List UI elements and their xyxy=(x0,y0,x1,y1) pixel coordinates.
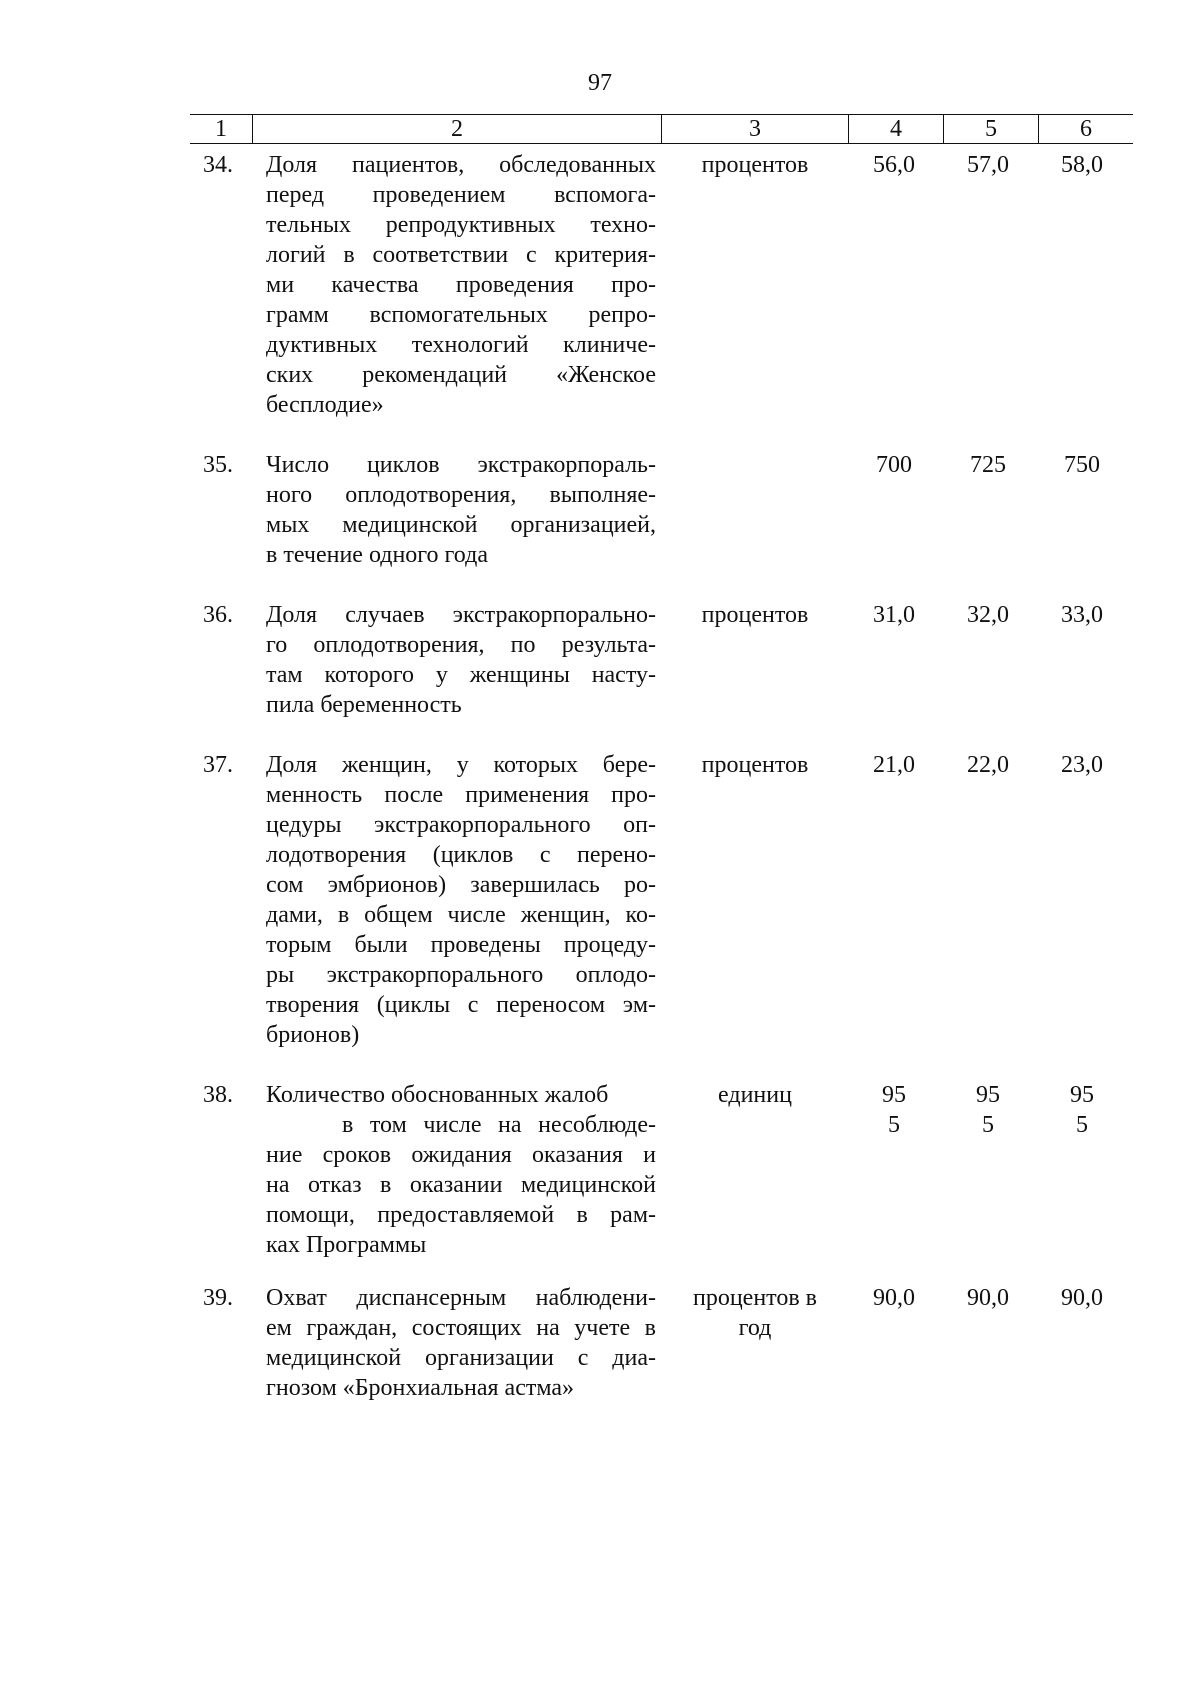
row-value-4: 31,0 xyxy=(873,602,915,628)
page-number: 97 xyxy=(588,70,612,96)
header-col-5: 5 xyxy=(944,115,1039,144)
description-line: ских рекомендаций «Женское xyxy=(266,362,656,388)
row-description xyxy=(266,450,656,570)
description-line: логий в соответствии с критерия- xyxy=(266,242,656,268)
description-line: Охват диспансерным наблюдени- xyxy=(266,1285,656,1311)
description-line: на отказ в оказании медицинской xyxy=(266,1172,656,1198)
header-col-2: 2 xyxy=(253,115,662,144)
row-unit: процентов xyxy=(701,152,809,178)
row-value-5: 57,0 xyxy=(967,152,1009,178)
description-line: лодотворения (циклов с перено- xyxy=(266,842,656,868)
row-number: 38. xyxy=(203,1082,233,1108)
description-line: Доля пациентов, обследованных xyxy=(266,152,656,178)
row-value-4: 90,0 xyxy=(873,1285,915,1311)
description-line: ры экстракорпорального оплодо- xyxy=(266,962,656,988)
header-col-1: 1 xyxy=(190,115,253,144)
row-value-4: 95 5 xyxy=(882,1082,906,1138)
row-value-6: 95 5 xyxy=(1070,1082,1094,1138)
row-description xyxy=(266,1080,656,1260)
row-number: 36. xyxy=(203,602,233,628)
description-line: Число циклов экстракорпораль- xyxy=(266,452,656,478)
description-line: помощи, предоставляемой в рам- xyxy=(266,1202,656,1228)
description-line: перед проведением вспомога- xyxy=(266,182,656,208)
row-number: 37. xyxy=(203,752,233,778)
description-line: дами, в общем числе женщин, ко- xyxy=(266,902,656,928)
description-line: пила беременность xyxy=(266,692,462,718)
header-col-3: 3 xyxy=(662,115,849,144)
row-description xyxy=(266,750,656,1050)
row-description xyxy=(266,1283,656,1403)
row-value-4: 700 xyxy=(876,452,912,478)
row-value-5: 725 xyxy=(970,452,1006,478)
row-value-5: 32,0 xyxy=(967,602,1009,628)
description-line: Доля случаев экстракорпорально- xyxy=(266,602,656,628)
description-line: в том числе на несоблюде- xyxy=(342,1112,656,1138)
row-value-6: 90,0 xyxy=(1061,1285,1103,1311)
row-value-4: 21,0 xyxy=(873,752,915,778)
row-number: 35. xyxy=(203,452,233,478)
table-header xyxy=(190,114,1133,144)
description-line: торым были проведены процеду- xyxy=(266,932,656,958)
description-line: творения (циклы с переносом эм- xyxy=(266,992,656,1018)
row-unit: процентов xyxy=(701,752,809,778)
description-line: менность после применения про- xyxy=(266,782,656,808)
row-value-5: 22,0 xyxy=(967,752,1009,778)
row-value-4: 56,0 xyxy=(873,152,915,178)
description-line: сом эмбрионов) завершилась ро- xyxy=(266,872,656,898)
row-unit: процентов в год xyxy=(692,1285,818,1341)
description-line: брионов) xyxy=(266,1022,360,1048)
description-line: грамм вспомогательных репро- xyxy=(266,302,656,328)
description-line: цедуры экстракорпорального оп- xyxy=(266,812,656,838)
row-number: 34. xyxy=(203,152,233,178)
description-line: Количество обоснованных жалоб xyxy=(266,1082,609,1108)
row-value-6: 23,0 xyxy=(1061,752,1103,778)
description-line: тельных репродуктивных техно- xyxy=(266,212,656,238)
row-number: 39. xyxy=(203,1285,233,1311)
description-line: ках Программы xyxy=(266,1232,427,1258)
row-value-5: 90,0 xyxy=(967,1285,1009,1311)
description-line: гнозом «Бронхиальная астма» xyxy=(266,1375,575,1401)
description-line: ного оплодотворения, выполняе- xyxy=(266,482,656,508)
row-value-6: 58,0 xyxy=(1061,152,1103,178)
row-value-5: 95 5 xyxy=(976,1082,1000,1138)
description-line: Доля женщин, у которых бере- xyxy=(266,752,656,778)
description-line: дуктивных технологий клиниче- xyxy=(266,332,656,358)
row-value-6: 750 xyxy=(1064,452,1100,478)
description-line: там которого у женщины насту- xyxy=(266,662,656,688)
description-line: ние сроков ожидания оказания и xyxy=(266,1142,656,1168)
header-col-4: 4 xyxy=(849,115,944,144)
description-line: го оплодотворения, по результа- xyxy=(266,632,656,658)
description-line: мых медицинской организацией, xyxy=(266,512,656,538)
row-description xyxy=(266,600,656,720)
description-line: ми качества проведения про- xyxy=(266,272,656,298)
description-line: ем граждан, состоящих на учете в xyxy=(266,1315,656,1341)
description-line: в течение одного года xyxy=(266,542,488,568)
row-description xyxy=(266,150,656,420)
row-value-6: 33,0 xyxy=(1061,602,1103,628)
row-unit: процентов xyxy=(701,602,809,628)
header-col-6: 6 xyxy=(1039,115,1134,144)
description-line: медицинской организации с диа- xyxy=(266,1345,656,1371)
description-line: бесплодие» xyxy=(266,392,384,418)
row-unit: единиц xyxy=(718,1082,792,1108)
